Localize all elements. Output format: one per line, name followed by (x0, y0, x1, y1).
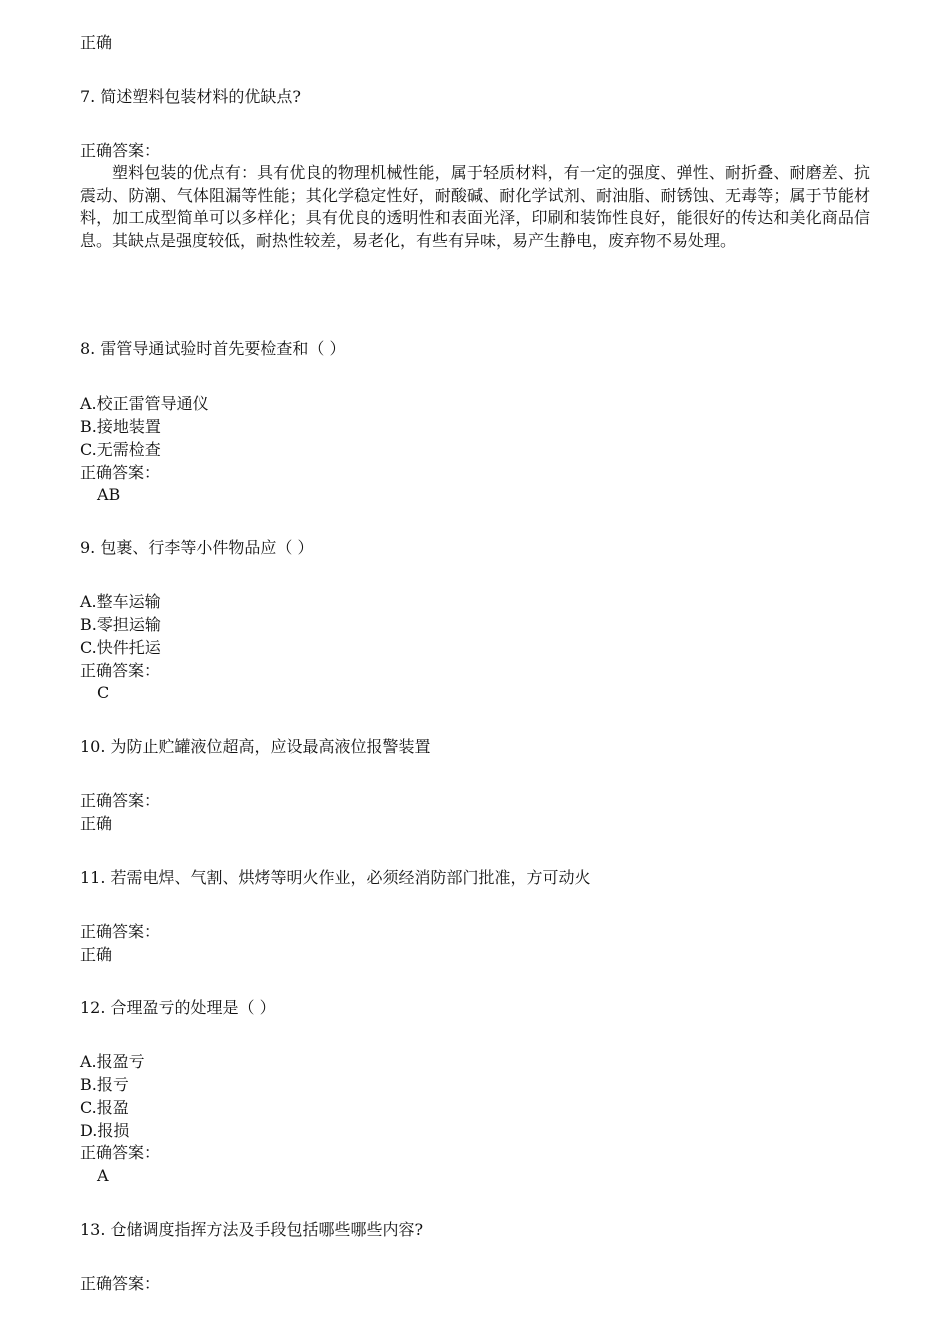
question-13-text: 13. 仓储调度指挥方法及手段包括哪些哪些内容? (80, 1220, 424, 1239)
question-8-option-b: B.接地装置 (80, 417, 161, 436)
question-12-option-b: B.报亏 (80, 1075, 129, 1094)
question-9-text: 9. 包裹、行李等小件物品应（ ） (80, 538, 314, 557)
question-10-answer-label: 正确答案： (80, 791, 161, 810)
question-9-option-b: B.零担运输 (80, 615, 161, 634)
question-12-option-d: D.报损 (80, 1121, 130, 1140)
question-8-answer-value: AB (97, 485, 121, 504)
question-10-answer-value: 正确 (80, 814, 113, 833)
question-9-answer-value: C (97, 683, 110, 702)
question-13-answer-label: 正确答案： (80, 1274, 161, 1293)
question-7-answer-label: 正确答案： (80, 141, 161, 160)
question-12-option-c: C.报盈 (80, 1098, 129, 1117)
question-9-option-c: C.快件托运 (80, 638, 161, 657)
question-11-text: 11. 若需电焊、气割、烘烤等明火作业，必须经消防部门批准，方可动火 (80, 868, 591, 887)
question-8-option-a: A.校正雷管导通仪 (80, 394, 209, 413)
question-9-answer-label: 正确答案： (80, 661, 161, 680)
question-8-answer-label: 正确答案： (80, 463, 161, 482)
question-8-text: 8. 雷管导通试验时首先要检查和（ ） (80, 339, 346, 358)
question-7-text: 7. 简述塑料包装材料的优缺点? (80, 87, 301, 106)
question-12-answer-value: A (97, 1166, 109, 1185)
question-12-text: 12. 合理盈亏的处理是（ ） (80, 998, 276, 1017)
question-12-option-a: A.报盈亏 (80, 1052, 145, 1071)
question-11-answer-label: 正确答案： (80, 922, 161, 941)
question-11-answer-value: 正确 (80, 945, 113, 964)
question-12-answer-label: 正确答案： (80, 1143, 161, 1162)
question-7-answer-text: 塑料包装的优点有：具有优良的物理机械性能，属于轻质材料，有一定的强度、弹性、耐折叠、耐磨差、抗震动、防潮、气体阻漏等性能；其化学稳定性好，耐酸碱、耐化学试剂、耐油脂、耐锈蚀、无毒等；属于节能材料，加工成型简单可以多样化；具有优良的透明性和表面光泽，印刷和装饰性良好，能很好的传达和美化商品信息。其缺点是强度较低，耐热性较差，易老化，有些有异味，易产生静电，废弃物不易处理。 (80, 163, 870, 250)
question-10-text: 10. 为防止贮罐液位超高，应设最高液位报警装置 (80, 737, 431, 756)
question-9-option-a: A.整车运输 (80, 592, 161, 611)
question-8-option-c: C.无需检查 (80, 440, 161, 459)
prev-answer-value: 正确 (80, 33, 113, 52)
